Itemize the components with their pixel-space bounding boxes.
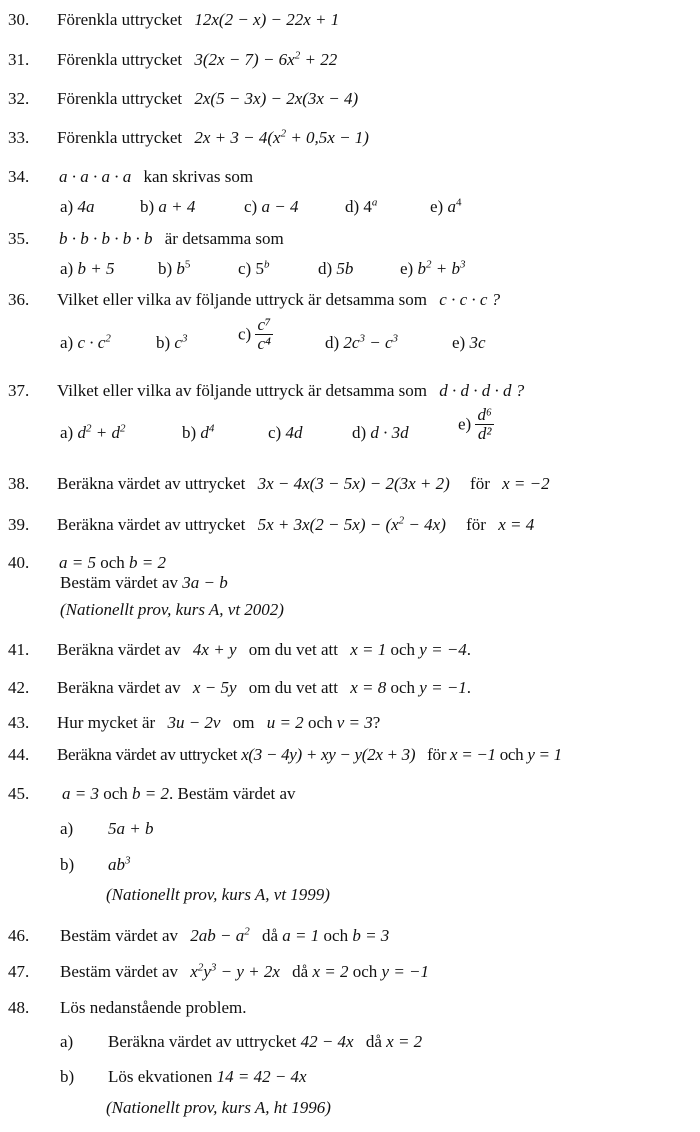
condition-b: b = 2 [129, 553, 167, 572]
exercise-text: Lös nedanstående problem. [60, 998, 247, 1017]
expression: $2ab - a^2$ [190, 925, 250, 945]
exercise-number: 48. [8, 998, 30, 1017]
condition-x: x = 1 [350, 640, 387, 659]
for-word: för [466, 515, 486, 534]
exercise-number: 44. [8, 745, 30, 764]
option-b: b) $c^3$ [156, 332, 188, 352]
exercise-text: Beräkna värdet av [57, 678, 181, 697]
when-word: då [262, 926, 279, 945]
exercise-text: Förenkla uttrycket [57, 89, 183, 108]
exercise-number: 45. [8, 784, 30, 803]
sub-label: a) [60, 1032, 74, 1051]
when-word: då [365, 1032, 382, 1051]
exercise-number: 34. [8, 167, 30, 186]
expression: 4x + y [192, 640, 237, 659]
option-a: a) $d^2 + d^2$ [60, 422, 126, 442]
option-d: d) 5b [318, 259, 354, 278]
sub-label: b) [60, 1067, 75, 1086]
exercise-37-options [0, 406, 700, 456]
exercise-number: 46. [8, 926, 30, 945]
expression: 12x(2 − x) − 22x + 1 [194, 10, 340, 29]
expression: $5x + 3x(2 - 5x) - (x^2 - 4x)$ [257, 514, 446, 534]
for-word: för [470, 474, 490, 493]
exercise-number: 32. [8, 89, 30, 108]
and-word: och [390, 640, 416, 659]
condition-a: a = 3 [62, 784, 99, 803]
condition-y: y = −1 [381, 962, 430, 981]
source-citation: (Nationellt prov, kurs A, vt 1999) [106, 885, 330, 904]
exercise-number: 30. [8, 10, 30, 29]
exercise-text: Hur mycket är [57, 713, 156, 732]
expression: 3u − 2v [167, 713, 221, 732]
exercise-number: 41. [8, 640, 30, 659]
condition-v: v = 3 [336, 713, 373, 732]
expression: $3(2x - 7) - 6x^2 + 22$ [194, 49, 338, 69]
expression: 14 = 42 − 4x [216, 1067, 307, 1086]
exercise-text: Beräkna värdet av uttrycket [57, 515, 246, 534]
condition-b: b = 2 [132, 784, 170, 803]
end-punctuation: ? [372, 713, 381, 732]
expression: x − 5y [192, 678, 237, 697]
condition-x: x = −1 [450, 745, 496, 764]
option-e: e) $a^4$ [430, 196, 462, 216]
exercise-text: Bestäm värdet av [60, 962, 179, 981]
expression: $ab^3$ [108, 854, 131, 874]
exercise-36-options [0, 316, 700, 366]
exercise-text: Bestäm värdet av [60, 573, 179, 592]
exercise-number: 43. [8, 713, 30, 732]
expression: 3a − b [182, 573, 228, 592]
end-punctuation: . [466, 640, 472, 659]
option-d: d) d · 3d [352, 423, 409, 442]
condition-x: x = 8 [350, 678, 387, 697]
source-citation: (Nationellt prov, kurs A, vt 2002) [60, 600, 284, 619]
exercise-text: Beräkna värdet av [57, 640, 181, 659]
option-a: a) 4a [60, 197, 95, 216]
sub-text: Lös ekvationen [108, 1067, 213, 1086]
condition-u: u = 2 [266, 713, 304, 732]
condition: x = 4 [498, 515, 535, 534]
and-word: och [307, 713, 333, 732]
exercise-text-2: om du vet att [248, 640, 338, 659]
exercise-text: . Bestäm värdet av [169, 784, 296, 803]
option-c: c) 4d [268, 423, 303, 442]
sub-label: a) [60, 819, 74, 838]
and-word: och [352, 962, 378, 981]
expression: 5a + b [108, 819, 154, 838]
option-b: b) $b^5$ [158, 258, 191, 278]
option-c: c) 5$^b$ [238, 258, 270, 278]
option-a: a) b + 5 [60, 259, 115, 278]
condition-b: b = 3 [352, 926, 390, 945]
expression: 3x − 4x(3 − 5x) − 2(3x + 2) [257, 474, 450, 493]
exercise-number: 36. [8, 290, 30, 309]
and-word: och [390, 678, 416, 697]
option-e: e) $b^2 + b^3$ [400, 258, 466, 278]
condition-x: x = 2 [312, 962, 349, 981]
exercise-number: 33. [8, 128, 30, 147]
option-c: c) a − 4 [244, 197, 299, 216]
exercise-text: Förenkla uttrycket [57, 10, 183, 29]
expression: 2x(5 − 3x) − 2x(3x − 4) [194, 89, 359, 108]
expression: a · a · a · a [59, 167, 132, 186]
exercise-number: 42. [8, 678, 30, 697]
expression: b · b · b · b · b [59, 229, 153, 248]
exercise-text: Förenkla uttrycket [57, 50, 183, 69]
condition-y: y = −1 [419, 678, 467, 697]
and-word: och [499, 745, 524, 764]
expression: $2x + 3 - 4(x^2 + 0,5x - 1)$ [194, 127, 369, 147]
option-e: e) 3c [452, 333, 486, 352]
condition-a: a = 5 [59, 553, 96, 572]
exercise-number: 39. [8, 515, 30, 534]
when-word: då [292, 962, 309, 981]
exercise-text: Bestäm värdet av [60, 926, 179, 945]
option-e: e) $\frac{\text{d⁶}}{\text{d²}}$ [458, 405, 492, 443]
option-d: d) $2c^3 - c^3$ [325, 332, 398, 352]
and-word: och [100, 553, 125, 572]
condition-a: a = 1 [282, 926, 320, 945]
condition-x: x = 2 [386, 1032, 423, 1051]
option-b: b) a + 4 [140, 197, 196, 216]
expression: 42 − 4x [300, 1032, 354, 1051]
sub-text: Beräkna värdet av uttrycket [108, 1032, 297, 1051]
condition: x = −2 [502, 474, 550, 493]
condition-y: y = 1 [527, 745, 562, 764]
exercise-text-2: om [232, 713, 255, 732]
exercise-text: Vilket eller vilka av följande uttryck är detsamma som [57, 290, 428, 309]
exercise-text-2: om du vet att [248, 678, 338, 697]
exercise-text: är detsamma som [164, 229, 284, 248]
exercise-number: 31. [8, 50, 30, 69]
expression: c · c · c ? [439, 290, 501, 309]
exercise-text: Beräkna värdet av uttrycket [57, 474, 246, 493]
option-c: c) $\frac{\text{c⁷}}{\text{c⁴}}$ [238, 315, 271, 353]
and-word: och [103, 784, 128, 803]
exercise-number: 35. [8, 229, 30, 248]
exercise-number: 37. [8, 381, 30, 400]
exercise-text: kan skrivas som [143, 167, 254, 186]
for-word: för [427, 745, 447, 764]
exercise-text: Förenkla uttrycket [57, 128, 183, 147]
exercise-number: 40. [8, 553, 30, 572]
condition-y: y = −4 [419, 640, 467, 659]
option-b: b) $d^4$ [182, 422, 215, 442]
expression: d · d · d · d ? [439, 381, 525, 400]
exercise-text: Vilket eller vilka av följande uttryck är detsamma som [57, 381, 428, 400]
expression: $x^2y^3 - y + 2x$ [190, 961, 280, 981]
and-word: och [323, 926, 349, 945]
end-punctuation: . [466, 678, 472, 697]
option-d: d) 4$^a$ [345, 196, 378, 216]
option-a: a) $c \cdot c^2$ [60, 332, 111, 352]
exercise-number: 47. [8, 962, 30, 981]
exercise-text: Beräkna värdet av uttrycket [57, 745, 238, 764]
expression: x(3 − 4y) + xy − y(2x + 3) [241, 745, 416, 764]
source-citation: (Nationellt prov, kurs A, ht 1996) [106, 1098, 331, 1117]
exercise-number: 38. [8, 474, 30, 493]
sub-label: b) [60, 855, 75, 874]
